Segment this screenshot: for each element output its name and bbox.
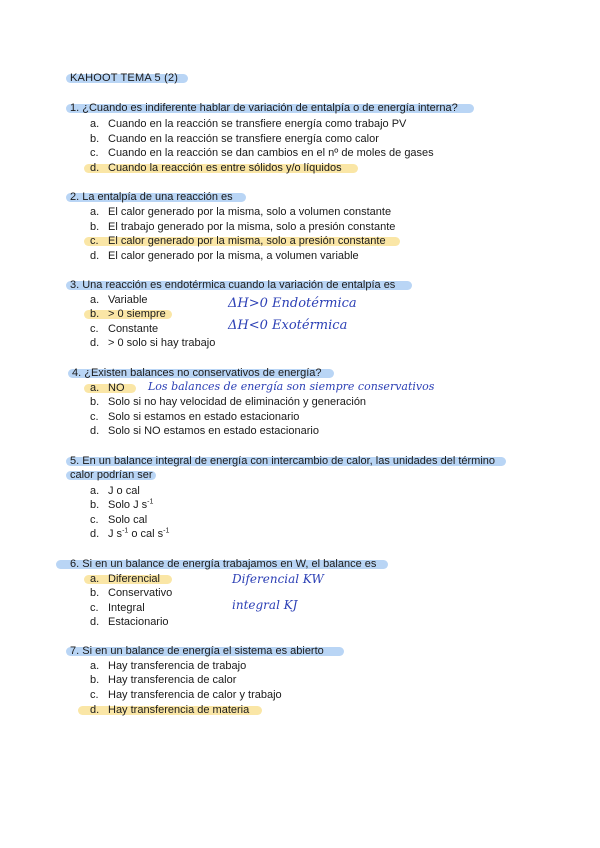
q2-option-a: a. El calor generado por la misma, solo a volumen constante (90, 206, 392, 218)
question-4: 4. ¿Existen balances no conservativos de energía? (72, 367, 322, 379)
q3-option-c: c. Constante (90, 323, 159, 335)
q3-option-d: d. > 0 solo si hay trabajo (90, 337, 216, 349)
q4-option-b: b. Solo si no hay velocidad de eliminación y generación (90, 396, 367, 408)
handwritten-note: Diferencial KW (232, 572, 324, 586)
q6-option-a: a. Diferencial (90, 573, 160, 585)
q7-option-b: b. Hay transferencia de calor (90, 674, 237, 686)
handwritten-note: Los balances de energía son siempre conservativos (148, 380, 435, 393)
q2-option-b: b. El trabajo generado por la misma, solo a presión constante (90, 221, 396, 233)
q3-option-a: a. Variable (90, 294, 148, 306)
q4-option-d: d. Solo si NO estamos en estado estacionario (90, 425, 319, 437)
question-6: 6. Si en un balance de energía trabajamos en W, el balance es (70, 558, 377, 570)
question-7: 7. Si en un balance de energía el sistema es abierto (70, 645, 324, 657)
q7-option-d: d. Hay transferencia de materia (90, 704, 250, 716)
question-5-line1: 5. En un balance integral de energía con intercambio de calor, las unidades del término (70, 455, 495, 467)
q1-option-d: d. Cuando la reacción es entre sólidos y/o líquidos (90, 162, 342, 174)
handwritten-note: ΔH>0 Endotérmica (228, 296, 357, 311)
question-5-line2: calor podrían ser (70, 469, 153, 481)
q5-option-b: b. Solo J $s^{-1}$ (90, 498, 154, 511)
q5-option-c: c. Solo cal (90, 514, 148, 526)
handwritten-note: integral KJ (232, 598, 298, 612)
q6-option-d: d. Estacionario (90, 616, 169, 628)
q6-option-b: b. Conservativo (90, 587, 173, 599)
q2-option-d: d. El calor generado por la misma, a volumen variable (90, 250, 359, 262)
q7-option-a: a. Hay transferencia de trabajo (90, 660, 247, 672)
q1-option-a: a. Cuando en la reacción se transfiere energía como trabajo PV (90, 118, 407, 130)
q4-option-a: a. NO (90, 382, 125, 394)
q3-option-b: b. > 0 siempre (90, 308, 166, 320)
q6-option-c: c. Integral (90, 602, 145, 614)
document-title: KAHOOT TEMA 5 (2) (70, 72, 179, 84)
question-2: 2. La entalpía de una reacción es (70, 191, 233, 203)
handwritten-note: ΔH<0 Exotérmica (228, 318, 348, 333)
q4-option-c: c. Solo si estamos en estado estacionario (90, 411, 300, 423)
q1-option-b: b. Cuando en la reacción se transfiere energía como calor (90, 133, 379, 145)
q5-option-a: a. J o cal (90, 485, 140, 497)
q7-option-c: c. Hay transferencia de calor y trabajo (90, 689, 282, 701)
q2-option-c: c. El calor generado por la misma, solo a presión constante (90, 235, 386, 247)
q5-option-d: d. J $s^{-1}$ o cal $s^{-1}$ (90, 527, 170, 540)
question-3: 3. Una reacción es endotérmica cuando la variación de entalpía es (70, 279, 396, 291)
question-1: 1. ¿Cuando es indiferente hablar de variación de entalpía o de energía interna? (70, 102, 458, 114)
q1-option-c: c. Cuando en la reacción se dan cambios en el nº de moles de gases (90, 147, 434, 159)
